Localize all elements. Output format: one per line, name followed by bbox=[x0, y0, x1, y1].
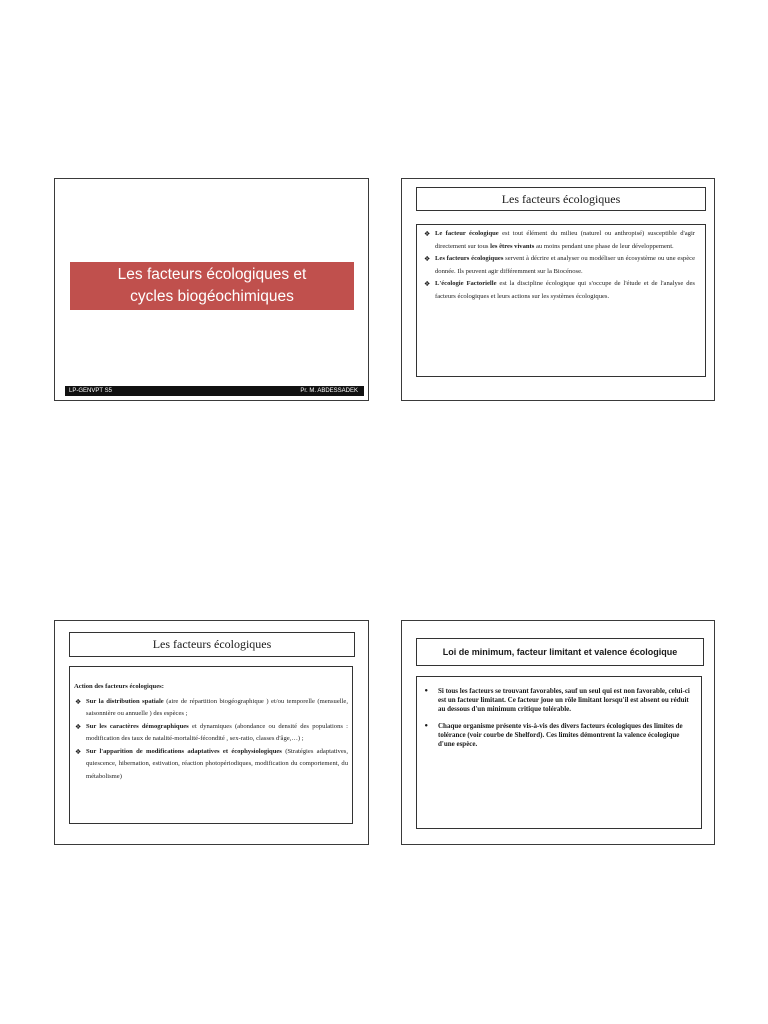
slide-facteurs-action bbox=[54, 620, 369, 845]
item-text: servent à décrire et analyser ou modéliser un écosystème ou une espèce donnée. Ils peuvent agir différemment sur la Biocénose. bbox=[435, 255, 695, 275]
footer-course: LP-GENVPT S5 bbox=[69, 388, 112, 394]
item-text: est tout élément du milieu (naturel ou anthropisé) susceptible d'agir directement sur tous bbox=[435, 230, 696, 250]
diamond-bullet-icon: ❖ bbox=[424, 280, 431, 288]
slide-heading: Loi de minimum, facteur limitant et valence écologique bbox=[416, 638, 704, 666]
item-text: au moins pendant une phase de leur développement. bbox=[534, 242, 674, 250]
term: Sur la distribution spatiale bbox=[86, 697, 164, 705]
slide-body bbox=[69, 666, 353, 824]
footer-author: Pr. M. ABDESSADEK bbox=[300, 388, 358, 394]
list-item bbox=[423, 722, 691, 749]
slide-title bbox=[54, 178, 369, 401]
slide-body bbox=[416, 676, 702, 829]
dot-bullet-icon: • bbox=[424, 722, 429, 730]
term: Le facteur écologique bbox=[435, 230, 499, 237]
list-item bbox=[423, 278, 695, 303]
title-line-2: cycles biogéochimiques bbox=[130, 288, 294, 305]
dot-bullet-icon: • bbox=[424, 687, 429, 695]
diamond-bullet-icon: ❖ bbox=[75, 697, 82, 706]
term-emphasis: les êtres vivants bbox=[490, 242, 535, 250]
list-item bbox=[423, 228, 695, 253]
slide-loi-minimum bbox=[401, 620, 715, 845]
diamond-bullet-icon: ❖ bbox=[424, 230, 431, 238]
item-text: (aire de répartition biogéographique ) et/ou temporelle (mensuelle, saisonnière ou annuelle ) des espèces ; bbox=[86, 697, 348, 717]
slide-heading: Les facteurs écologiques bbox=[416, 187, 706, 211]
list-item bbox=[74, 696, 348, 721]
item-text: Si tous les facteurs se trouvant favorables, sauf un seul qui est non favorable, celui-ci est un facteur limitant. Ce facteur joue un rôle limitant lorsqu'il est absent ou réduit au dessous d'un minimum critique tolérable. bbox=[438, 687, 690, 713]
term: L'écologie Factorielle bbox=[435, 280, 497, 287]
list-item bbox=[423, 253, 695, 278]
term: Sur l'apparition de modifications adaptatives et écophysiologiques bbox=[86, 747, 282, 755]
term: Sur les caractères démographiques bbox=[86, 722, 189, 730]
item-text: Chaque organisme présente vis-à-vis des divers facteurs écologiques des limites de tolérance (voir courbe de Shelford). Ces limites démontrent la valence écologique d'une espèce. bbox=[438, 722, 683, 748]
term: Les facteurs écologiques bbox=[435, 255, 504, 262]
title-line-1: Les facteurs écologiques et bbox=[117, 266, 307, 283]
item-text: (Stratégies adaptatives, quiescence, hibernation, estivation, réaction photopériodiques, modification du comportement, du métabolisme) bbox=[86, 747, 348, 780]
list-item bbox=[74, 746, 348, 784]
diamond-bullet-icon: ❖ bbox=[75, 722, 82, 731]
footer-bar bbox=[65, 386, 364, 396]
diamond-bullet-icon: ❖ bbox=[424, 255, 431, 263]
slide-heading: Les facteurs écologiques bbox=[69, 632, 355, 657]
slide-facteurs-definition bbox=[401, 178, 715, 401]
diamond-bullet-icon: ❖ bbox=[75, 747, 82, 756]
item-text: et dynamiques (abondance ou densité des populations : modification des taux de natalité-mortalité-fécondité , sex-ratio, classes d'âge,…) ; bbox=[86, 722, 348, 742]
list-item bbox=[423, 687, 691, 714]
lead-text: Action des facteurs écologiques: bbox=[74, 683, 164, 690]
title-banner bbox=[70, 262, 354, 310]
slide-body bbox=[416, 224, 706, 377]
item-text: est la discipline écologique qui s'occupe de l'étude et de l'analyse des facteurs écologiques et leurs actions sur les systèmes écologiques. bbox=[435, 280, 695, 300]
list-item bbox=[74, 721, 348, 746]
